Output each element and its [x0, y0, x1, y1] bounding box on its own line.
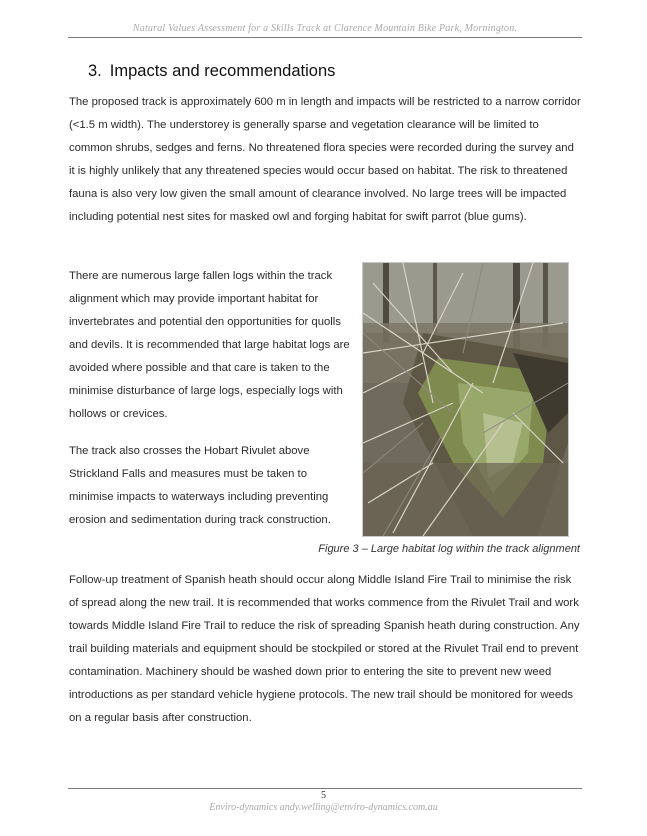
habitat-log-photo [362, 262, 569, 537]
paragraph-rivulet: The track also crosses the Hobart Rivulet above Strickland Falls and measures must be taken to minimise impacts to waterways including preventing erosion and sedimentation during track construction. [69, 445, 331, 526]
section-number: 3. [88, 62, 102, 80]
section-heading [88, 62, 335, 81]
footer-contact: Enviro-dynamics andy.welling@enviro-dynamics.com.au [209, 802, 438, 813]
running-header: Natural Values Assessment for a Skills Track at Clarence Mountain Bike Park, Mornington. [132, 23, 518, 34]
footer-divider [68, 788, 582, 789]
paragraph-habitat-logs: There are numerous large fallen logs within the track alignment which may provide important habitat for invertebrates and potential den opportunities for quolls and devils. It is recommended that large habitat logs are avoided where possible and that care is taken to the minimise disturbance of large logs, especially logs with hollows or crevices. [69, 270, 350, 420]
paragraph-impacts: The proposed track is approximately 600 m in length and impacts will be restricted to a narrow corridor (<1.5 m width). The understorey is generally sparse and vegetation clearance will be limited to common shrubs, sedges and ferns. No threatened flora species were recorded during the survey and it is highly unlikely that any threatened species would occur based on habitat. The risk to threatened fauna is also very low given the small amount of clearance involved. No large trees will be impacted including potential nest sites for masked owl and forging habitat for swift parrot (blue gums). [69, 96, 581, 223]
figure-caption: Figure 3 – Large habitat log within the track alignment [318, 543, 580, 555]
paragraph-spanish-heath: Follow-up treatment of Spanish heath should occur along Middle Island Fire Trail to minimise the risk of spread along the new trail. It is recommended that works commence from the Rivulet Trail and work towards Middle Island Fire Trail to reduce the risk of spreading Spanish heath during construction. Any trail building materials and equipment should be stockpiled or stored at the Rivulet Trail end to prevent contamination. Machinery should be washed down prior to entering the site to prevent new weed introductions as per standard vehicle hygiene protocols. The new trail should be monitored for weeds on a regular basis after construction. [69, 574, 580, 724]
header-divider [68, 37, 582, 38]
page-number: 5 [321, 790, 326, 801]
section-title: Impacts and recommendations [109, 62, 336, 80]
